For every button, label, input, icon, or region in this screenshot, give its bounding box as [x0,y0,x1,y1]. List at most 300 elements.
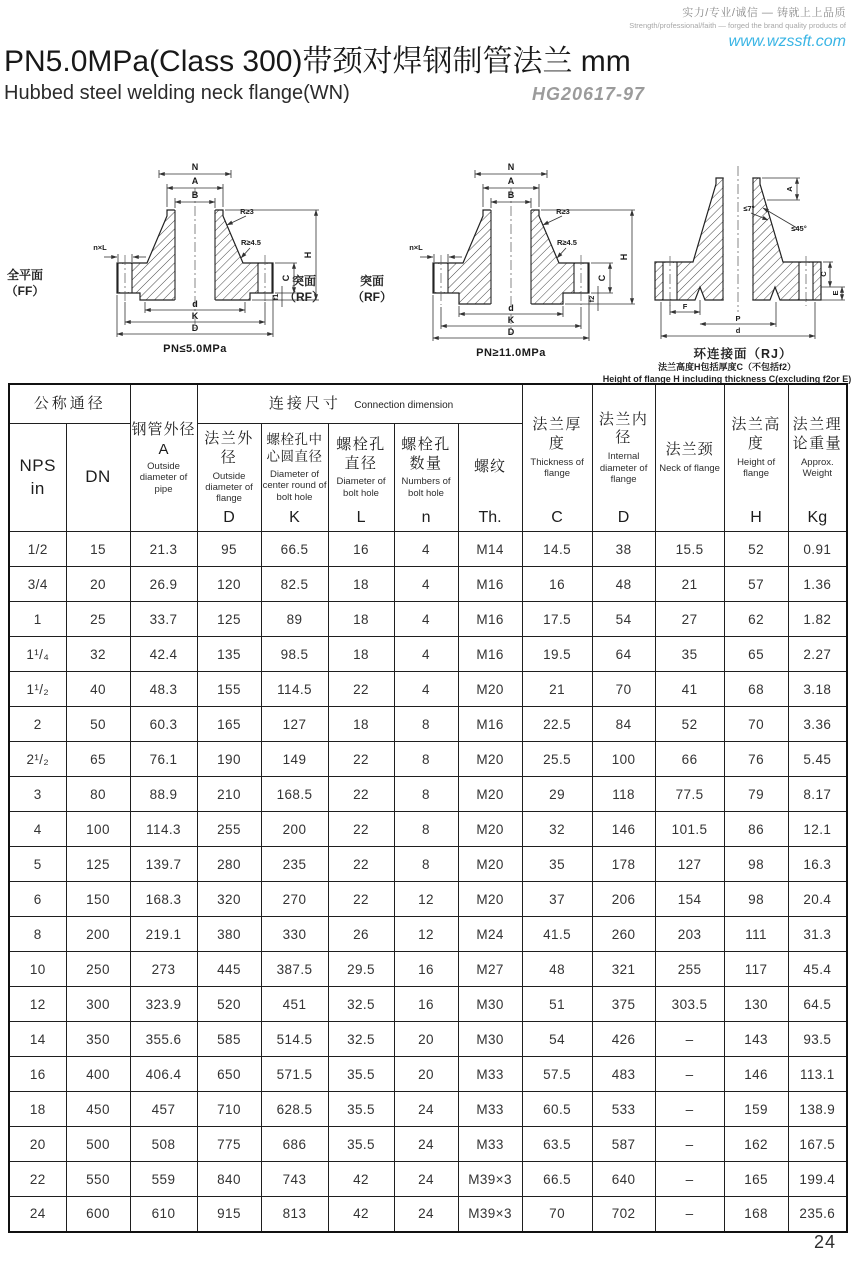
cell-weight: 64.5 [788,987,847,1022]
cell-nps: 1 [9,602,66,637]
cell-pipe-od: 60.3 [130,707,197,742]
cell-flange-od: 190 [197,742,261,777]
header-pipe-od: 钢管外径 A Outside diameter of pipe [130,384,197,532]
cell-thread: M33 [458,1057,522,1092]
cell-flange-od: 710 [197,1092,261,1127]
cell-height: 111 [724,917,788,952]
cell-pipe-od: 559 [130,1162,197,1197]
cell-dn: 80 [66,777,130,812]
table-row [9,637,847,672]
cell-bolt-circle: 127 [261,707,328,742]
table-row [9,1057,847,1092]
dim-label-a: A [507,176,515,186]
dim-label-n: N [507,162,515,172]
cell-internal-diameter: 118 [592,777,655,812]
cell-bolt-hole: 18 [328,637,394,672]
cell-nps: 3/4 [9,567,66,602]
dim-label-d: d [508,303,514,313]
cell-nps: 8 [9,917,66,952]
cell-dn: 300 [66,987,130,1022]
cell-internal-diameter: 54 [592,602,655,637]
cell-neck: 27 [655,602,724,637]
cell-pipe-od: 21.3 [130,532,197,567]
cell-neck: 101.5 [655,812,724,847]
cell-dn: 65 [66,742,130,777]
cell-pipe-od: 26.9 [130,567,197,602]
cell-bolt-hole: 29.5 [328,952,394,987]
cell-dn: 32 [66,637,130,672]
cell-pipe-od: 219.1 [130,917,197,952]
cell-internal-diameter: 321 [592,952,655,987]
cell-weight: 3.36 [788,707,847,742]
cell-nps: 4 [9,812,66,847]
cell-bolt-circle: 168.5 [261,777,328,812]
cell-flange-od: 210 [197,777,261,812]
cell-neck: 52 [655,707,724,742]
cell-flange-od: 125 [197,602,261,637]
cell-flange-od: 280 [197,847,261,882]
cell-bolt-number: 16 [394,987,458,1022]
dim-label-p: P [735,314,741,323]
header-height: 法兰高度 Height of flange H [724,384,788,532]
dim-label-r45: R≥4.5 [557,238,577,247]
cell-thickness: 17.5 [522,602,592,637]
cell-pipe-od: 273 [130,952,197,987]
header-neck: 法兰颈 Neck of flange [655,384,724,532]
cell-flange-od: 165 [197,707,261,742]
cell-bolt-number: 16 [394,952,458,987]
dim-label-n: N [191,162,199,172]
cell-dn: 600 [66,1197,130,1232]
cell-nps: 14 [9,1022,66,1057]
cell-internal-diameter: 483 [592,1057,655,1092]
dim-label-c: C [281,274,291,282]
cell-internal-diameter: 640 [592,1162,655,1197]
face-type-label-ff: 全平面 （FF） [5,268,45,298]
cell-neck: – [655,1057,724,1092]
cell-internal-diameter: 533 [592,1092,655,1127]
cell-dn: 15 [66,532,130,567]
cell-flange-od: 380 [197,917,261,952]
cell-bolt-number: 8 [394,707,458,742]
cell-thread: M20 [458,777,522,812]
cell-bolt-number: 12 [394,882,458,917]
cell-thickness: 21 [522,672,592,707]
diagram1-caption: PN≤5.0MPa [163,343,227,355]
cell-nps: 1¹/₂ [9,672,66,707]
dim-label-b: B [191,190,199,200]
cell-bolt-circle: 571.5 [261,1057,328,1092]
cell-internal-diameter: 38 [592,532,655,567]
dim-label-nxl: n×L [93,243,107,252]
cell-bolt-hole: 22 [328,812,394,847]
cell-bolt-hole: 42 [328,1162,394,1197]
header-bolt-circle: 螺栓孔中心圆直径 Diameter of center round of bolt hole K [261,424,328,532]
cell-dn: 250 [66,952,130,987]
cell-thickness: 66.5 [522,1162,592,1197]
cell-nps: 18 [9,1092,66,1127]
header-nominal-diameter: 公称通径 [9,384,130,424]
cell-weight: 5.45 [788,742,847,777]
table-row [9,812,847,847]
cell-dn: 150 [66,882,130,917]
cell-weight: 0.91 [788,532,847,567]
cell-bolt-number: 24 [394,1127,458,1162]
header-internal-diameter: 法兰内径 Internal diameter of flange D [592,384,655,532]
diagram3-note-cn: 法兰高度H包括厚度C（不包括f2） [657,362,796,372]
diagram2-caption: PN≥11.0MPa [476,347,546,359]
cell-bolt-circle: 89 [261,602,328,637]
cell-bolt-circle: 66.5 [261,532,328,567]
cell-bolt-circle: 200 [261,812,328,847]
cell-thickness: 29 [522,777,592,812]
cell-bolt-hole: 35.5 [328,1127,394,1162]
cell-pipe-od: 508 [130,1127,197,1162]
cell-height: 62 [724,602,788,637]
cell-internal-diameter: 587 [592,1127,655,1162]
cell-weight: 199.4 [788,1162,847,1197]
cell-thickness: 48 [522,952,592,987]
cell-pipe-od: 168.3 [130,882,197,917]
dim-label-angle45: ≤45° [791,224,807,233]
cell-thread: M20 [458,847,522,882]
cell-flange-od: 320 [197,882,261,917]
cell-weight: 235.6 [788,1197,847,1232]
cell-pipe-od: 88.9 [130,777,197,812]
cell-bolt-hole: 26 [328,917,394,952]
cell-thread: M20 [458,742,522,777]
table-row [9,1162,847,1197]
cell-bolt-hole: 22 [328,672,394,707]
cell-height: 52 [724,532,788,567]
cell-bolt-hole: 32.5 [328,987,394,1022]
cell-thread: M16 [458,637,522,672]
cell-neck: 303.5 [655,987,724,1022]
table-row [9,987,847,1022]
cell-thread: M20 [458,882,522,917]
cell-thread: M16 [458,567,522,602]
cell-thickness: 35 [522,847,592,882]
cell-height: 146 [724,1057,788,1092]
cell-nps: 16 [9,1057,66,1092]
header-dn: DN [66,424,130,532]
cell-bolt-number: 20 [394,1022,458,1057]
cell-neck: 154 [655,882,724,917]
cell-thickness: 19.5 [522,637,592,672]
cell-bolt-hole: 42 [328,1197,394,1232]
table-row [9,742,847,777]
cell-bolt-circle: 813 [261,1197,328,1232]
cell-bolt-circle: 387.5 [261,952,328,987]
cell-bolt-hole: 22 [328,847,394,882]
cell-internal-diameter: 84 [592,707,655,742]
cell-height: 68 [724,672,788,707]
flange-diagram-rj [633,150,852,360]
cell-thread: M39×3 [458,1197,522,1232]
cell-weight: 16.3 [788,847,847,882]
cell-pipe-od: 139.7 [130,847,197,882]
dim-label-a: A [785,186,794,192]
cell-weight: 93.5 [788,1022,847,1057]
cell-dn: 25 [66,602,130,637]
cell-bolt-hole: 35.5 [328,1092,394,1127]
cell-bolt-circle: 270 [261,882,328,917]
cell-dn: 50 [66,707,130,742]
cell-bolt-circle: 514.5 [261,1022,328,1057]
cell-bolt-number: 4 [394,532,458,567]
cell-height: 70 [724,707,788,742]
flange-diagram-pn11 [366,158,656,363]
dim-label-k: K [191,311,199,321]
cell-bolt-hole: 18 [328,602,394,637]
dim-label-nxl: n×L [409,243,423,252]
cell-flange-od: 155 [197,672,261,707]
table-row [9,602,847,637]
cell-nps: 22 [9,1162,66,1197]
cell-pipe-od: 323.9 [130,987,197,1022]
brand-website-link[interactable]: www.wzssft.com [728,33,846,50]
table-row [9,882,847,917]
cell-flange-od: 120 [197,567,261,602]
cell-bolt-number: 24 [394,1092,458,1127]
cell-thread: M16 [458,602,522,637]
flange-diagram-pn5 [50,158,340,358]
table-row [9,777,847,812]
cell-flange-od: 915 [197,1197,261,1232]
table-row [9,1197,847,1232]
cell-bolt-circle: 98.5 [261,637,328,672]
cell-height: 79 [724,777,788,812]
cell-neck: 255 [655,952,724,987]
cell-neck: 41 [655,672,724,707]
cell-weight: 12.1 [788,812,847,847]
cell-bolt-number: 20 [394,1057,458,1092]
header-bolt-hole: 螺栓孔直径 Diameter of bolt hole L [328,424,394,532]
cell-flange-od: 95 [197,532,261,567]
cell-thickness: 16 [522,567,592,602]
diagram3-note-en: Height of flange H including thickness C(excluding f2or E) [602,374,852,385]
cell-nps: 3 [9,777,66,812]
cell-nps: 2¹/₂ [9,742,66,777]
diagram3-note [600,361,854,385]
cell-nps: 2 [9,707,66,742]
cell-pipe-od: 610 [130,1197,197,1232]
cell-bolt-number: 24 [394,1197,458,1232]
cell-thickness: 57.5 [522,1057,592,1092]
cell-dn: 20 [66,567,130,602]
cell-thickness: 51 [522,987,592,1022]
cell-height: 76 [724,742,788,777]
brand-slogan-cn: 实力/专业/诚信 — 铸就上上品质 [682,7,846,19]
cell-flange-od: 520 [197,987,261,1022]
cell-dn: 100 [66,812,130,847]
cell-neck: – [655,1092,724,1127]
cell-internal-diameter: 100 [592,742,655,777]
cell-thickness: 70 [522,1197,592,1232]
cell-weight: 167.5 [788,1127,847,1162]
cell-bolt-circle: 686 [261,1127,328,1162]
cell-internal-diameter: 48 [592,567,655,602]
cell-thickness: 63.5 [522,1127,592,1162]
cell-nps: 6 [9,882,66,917]
cell-dn: 550 [66,1162,130,1197]
cell-height: 162 [724,1127,788,1162]
dim-label-r45: R≥4.5 [241,238,261,247]
cell-bolt-circle: 330 [261,917,328,952]
cell-dn: 350 [66,1022,130,1057]
header-connection-dimension: 连接尺寸 Connection dimension [197,384,522,424]
brand-slogan-en: Strength/professional/faith — forged the brand quality products of [629,21,846,30]
cell-height: 143 [724,1022,788,1057]
cell-weight: 1.36 [788,567,847,602]
cell-flange-od: 585 [197,1022,261,1057]
cell-bolt-number: 4 [394,602,458,637]
cell-neck: 35 [655,637,724,672]
cell-pipe-od: 33.7 [130,602,197,637]
cell-neck: 66 [655,742,724,777]
cell-pipe-od: 406.4 [130,1057,197,1092]
cell-weight: 20.4 [788,882,847,917]
cell-pipe-od: 48.3 [130,672,197,707]
cell-thread: M24 [458,917,522,952]
cell-flange-od: 135 [197,637,261,672]
cell-internal-diameter: 260 [592,917,655,952]
page-subtitle: Hubbed steel welding neck flange(WN) [4,82,350,104]
dim-label-f2: f2 [587,295,596,303]
cell-height: 130 [724,987,788,1022]
cell-bolt-circle: 235 [261,847,328,882]
cell-internal-diameter: 375 [592,987,655,1022]
table-body [9,532,847,1232]
dim-label-f: F [682,302,688,311]
cell-height: 65 [724,637,788,672]
cell-height: 165 [724,1162,788,1197]
table-row [9,1022,847,1057]
cell-nps: 24 [9,1197,66,1232]
cell-nps: 1/2 [9,532,66,567]
standard-code: HG20617-97 [532,84,646,104]
cell-internal-diameter: 146 [592,812,655,847]
cell-bolt-number: 4 [394,637,458,672]
cell-weight: 31.3 [788,917,847,952]
cell-thickness: 14.5 [522,532,592,567]
cell-flange-od: 775 [197,1127,261,1162]
table-header [9,384,847,532]
table-row [9,707,847,742]
dim-label-b: B [507,190,515,200]
cell-internal-diameter: 426 [592,1022,655,1057]
dim-label-d: d [735,326,741,335]
cell-thickness: 60.5 [522,1092,592,1127]
cell-neck: 21 [655,567,724,602]
table-row [9,567,847,602]
cell-neck: 15.5 [655,532,724,567]
cell-weight: 2.27 [788,637,847,672]
cell-neck: – [655,1022,724,1057]
cell-thread: M27 [458,952,522,987]
dim-label-h: H [303,251,313,259]
cell-neck: 127 [655,847,724,882]
header-thread: 螺纹 Th. [458,424,522,532]
flange-dimension-table [8,383,848,1233]
table-row [9,1127,847,1162]
dim-label-r3: R≥3 [556,207,570,216]
cell-thread: M16 [458,707,522,742]
dim-label-angle7: ≤7° [743,204,755,213]
cell-bolt-number: 12 [394,917,458,952]
cell-weight: 3.18 [788,672,847,707]
dim-label-r3: R≥3 [240,207,254,216]
cell-thread: M30 [458,1022,522,1057]
cell-neck: – [655,1197,724,1232]
table-row [9,917,847,952]
cell-pipe-od: 76.1 [130,742,197,777]
page-number: 24 [813,1232,836,1252]
cell-bolt-number: 8 [394,812,458,847]
cell-dn: 450 [66,1092,130,1127]
cell-nps: 20 [9,1127,66,1162]
header-flange-od: 法兰外径 Outside diameter of flange D [197,424,261,532]
cell-dn: 400 [66,1057,130,1092]
cell-bolt-number: 8 [394,742,458,777]
header-thickness: 法兰厚度 Thickness of flange C [522,384,592,532]
cell-bolt-number: 4 [394,567,458,602]
cell-thread: M33 [458,1092,522,1127]
cell-height: 57 [724,567,788,602]
cell-height: 86 [724,812,788,847]
cell-bolt-number: 8 [394,777,458,812]
cell-bolt-circle: 82.5 [261,567,328,602]
cell-neck: 77.5 [655,777,724,812]
cell-flange-od: 840 [197,1162,261,1197]
cell-thickness: 25.5 [522,742,592,777]
dim-label-dd: D [507,327,515,337]
table-row [9,952,847,987]
cell-bolt-hole: 22 [328,777,394,812]
cell-neck: – [655,1127,724,1162]
cell-pipe-od: 457 [130,1092,197,1127]
cell-bolt-circle: 451 [261,987,328,1022]
dim-label-h: H [619,253,629,261]
dim-label-c: C [819,271,828,277]
cell-bolt-circle: 743 [261,1162,328,1197]
cell-height: 117 [724,952,788,987]
cell-bolt-hole: 32.5 [328,1022,394,1057]
dim-label-e: E [831,290,840,296]
dim-label-a: A [191,176,199,186]
cell-height: 159 [724,1092,788,1127]
cell-bolt-circle: 628.5 [261,1092,328,1127]
table-row [9,847,847,882]
cell-thread: M20 [458,672,522,707]
cell-neck: 203 [655,917,724,952]
cell-bolt-hole: 16 [328,532,394,567]
dim-label-dd: D [191,323,199,333]
cell-flange-od: 255 [197,812,261,847]
dim-label-d: d [192,299,198,309]
dim-label-f1: f1 [271,293,280,301]
cell-weight: 45.4 [788,952,847,987]
cell-flange-od: 650 [197,1057,261,1092]
cell-internal-diameter: 702 [592,1197,655,1232]
cell-weight: 1.82 [788,602,847,637]
cell-flange-od: 445 [197,952,261,987]
cell-neck: – [655,1162,724,1197]
cell-bolt-number: 4 [394,672,458,707]
cell-internal-diameter: 178 [592,847,655,882]
cell-dn: 125 [66,847,130,882]
cell-bolt-hole: 22 [328,742,394,777]
